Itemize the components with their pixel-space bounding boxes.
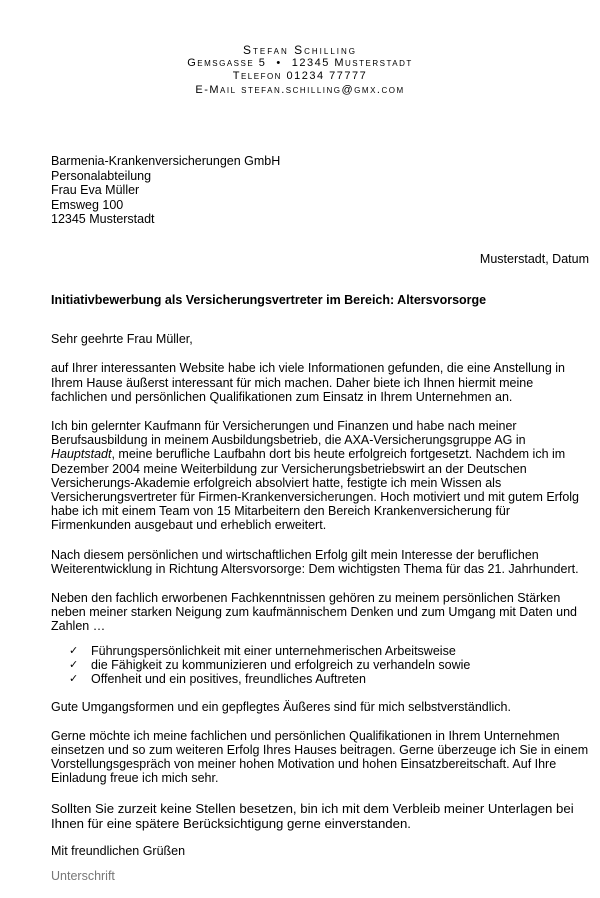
recipient-city: 12345 Musterstadt — [51, 212, 155, 226]
career-text-start: Ich bin gelernter Kaufmann für Versicherungen und Finanzen und habe nach meiner Berufsausbildung in meinem Ausbildungsbetrieb, die AXA-Versicherungsgruppe AG in — [51, 419, 526, 448]
sender-name: Stefan Schilling — [242, 43, 358, 57]
paragraph-retention: Sollten Sie zurzeit keine Stellen besetzen, bin ich mit dem Verbleib meiner Unterlagen bei Ihnen für eine spätere Berücksichtigung gerne einverstanden. — [51, 800, 574, 831]
paragraph-motivation: Gerne möchte ich meine fachlichen und persönlichen Qualifikationen in Ihrem Unternehmen einsetzen und so zum weiteren Erfolg Ihres Hauses beitragen. Gerne überzeuge ich Sie in einem Vorstellungsgespräch von meiner hohen Motivation und hohen Einsatzbereitschaft. Auf Ihre Einladung freue ich mich sehr. — [51, 728, 589, 786]
closing: Mit freundlichen Grüßen — [51, 844, 186, 859]
paragraph-appearance: Gute Umgangsformen und ein gepflegtes Äußeres sind für mich selbstverständlich. — [51, 699, 511, 714]
recipient-contact: Frau Eva Müller — [51, 183, 140, 197]
sender-phone: Telefon 01234 77777 — [232, 70, 368, 83]
career-text-end: , meine berufliche Laufbahn dort bis heute erfolgreich fortgesetzt. Nachdem ich im Dezember 2004 meine Weiterbildung zur Versicherungsbetriebswirt an der Deutschen Versicherungs-Akademie erfolgreich absolviert hatte, festigte ich mein Wissen als Versicherungsvertreter für Firmen-Krankenversicherungen. Hoch motiviert und mit gutem Erfolg habe ich mit einem Team von 15 Mitarbeitern den Bereich Krankenversicherung für Firmenkunden ausgebaut und erheblich erweitert. — [51, 447, 579, 533]
career-city-placeholder: Hauptstadt — [51, 447, 112, 462]
sender-city: 12345 Musterstadt — [291, 57, 413, 70]
paragraph-intro: auf Ihrer interessanten Website habe ich viele Informationen gefunden, die eine Anstellung in Ihrem Hause äußerst interessant für mich machen. Daher biete ich Ihnen hiermit meine fachlichen und persönlichen Qualifikationen zum Einsatz in Ihrem Unternehmen an. — [51, 361, 565, 404]
recipient-address — [51, 154, 280, 227]
paragraph-strengths: Neben den fachlich erworbenen Fachkenntnissen gehören zu meinem persönlichen Stärken neben meiner starken Neigung zum kaufmännischem Denken und zum Umgang mit Daten und Zahlen … — [51, 591, 577, 634]
list-item-text: Führungspersönlichkeit mit einer unternehmerischen Arbeitsweise — [91, 643, 456, 658]
place-date: Musterstadt, Datum — [479, 252, 589, 266]
signature: Unterschrift — [51, 869, 115, 884]
list-item-text: Offenheit und ein positives, freundliches Auftreten — [91, 671, 366, 686]
list-item-text: die Fähigkeit zu kommunizieren und erfolgreich zu verhandeln sowie — [91, 657, 471, 672]
recipient-street: Emsweg 100 — [51, 197, 124, 212]
letterhead — [0, 44, 600, 97]
sender-email: E-Mail stefan.schilling@gmx.com — [195, 83, 405, 96]
recipient-company: Barmenia-Krankenversicherungen GmbH — [51, 154, 281, 168]
checkmark-icon: ✓ — [69, 671, 79, 685]
paragraph-interest: Nach diesem persönlichen und wirtschaftlichen Erfolg gilt mein Interesse der beruflichen Weiterentwicklung in Richtung Altersvorsorge: Dem wichtigsten Thema für das 21. Jahrhundert. — [51, 547, 579, 576]
separator-bullet: • — [276, 57, 282, 70]
sender-street: Gemsgasse 5 — [187, 57, 267, 70]
strengths-list — [51, 644, 591, 686]
paragraph-career — [51, 419, 591, 533]
list-item — [69, 644, 591, 658]
recipient-department: Personalabteilung — [51, 168, 152, 183]
list-item — [69, 658, 591, 672]
list-item — [69, 672, 591, 686]
checkmark-icon: ✓ — [69, 657, 79, 671]
checkmark-icon: ✓ — [69, 643, 79, 657]
subject-line: Initiativbewerbung als Versicherungsvertreter im Bereich: Altersvorsorge — [51, 293, 487, 307]
letter-body — [51, 293, 591, 898]
salutation: Sehr geehrte Frau Müller, — [51, 332, 193, 347]
sender-address — [0, 57, 600, 70]
